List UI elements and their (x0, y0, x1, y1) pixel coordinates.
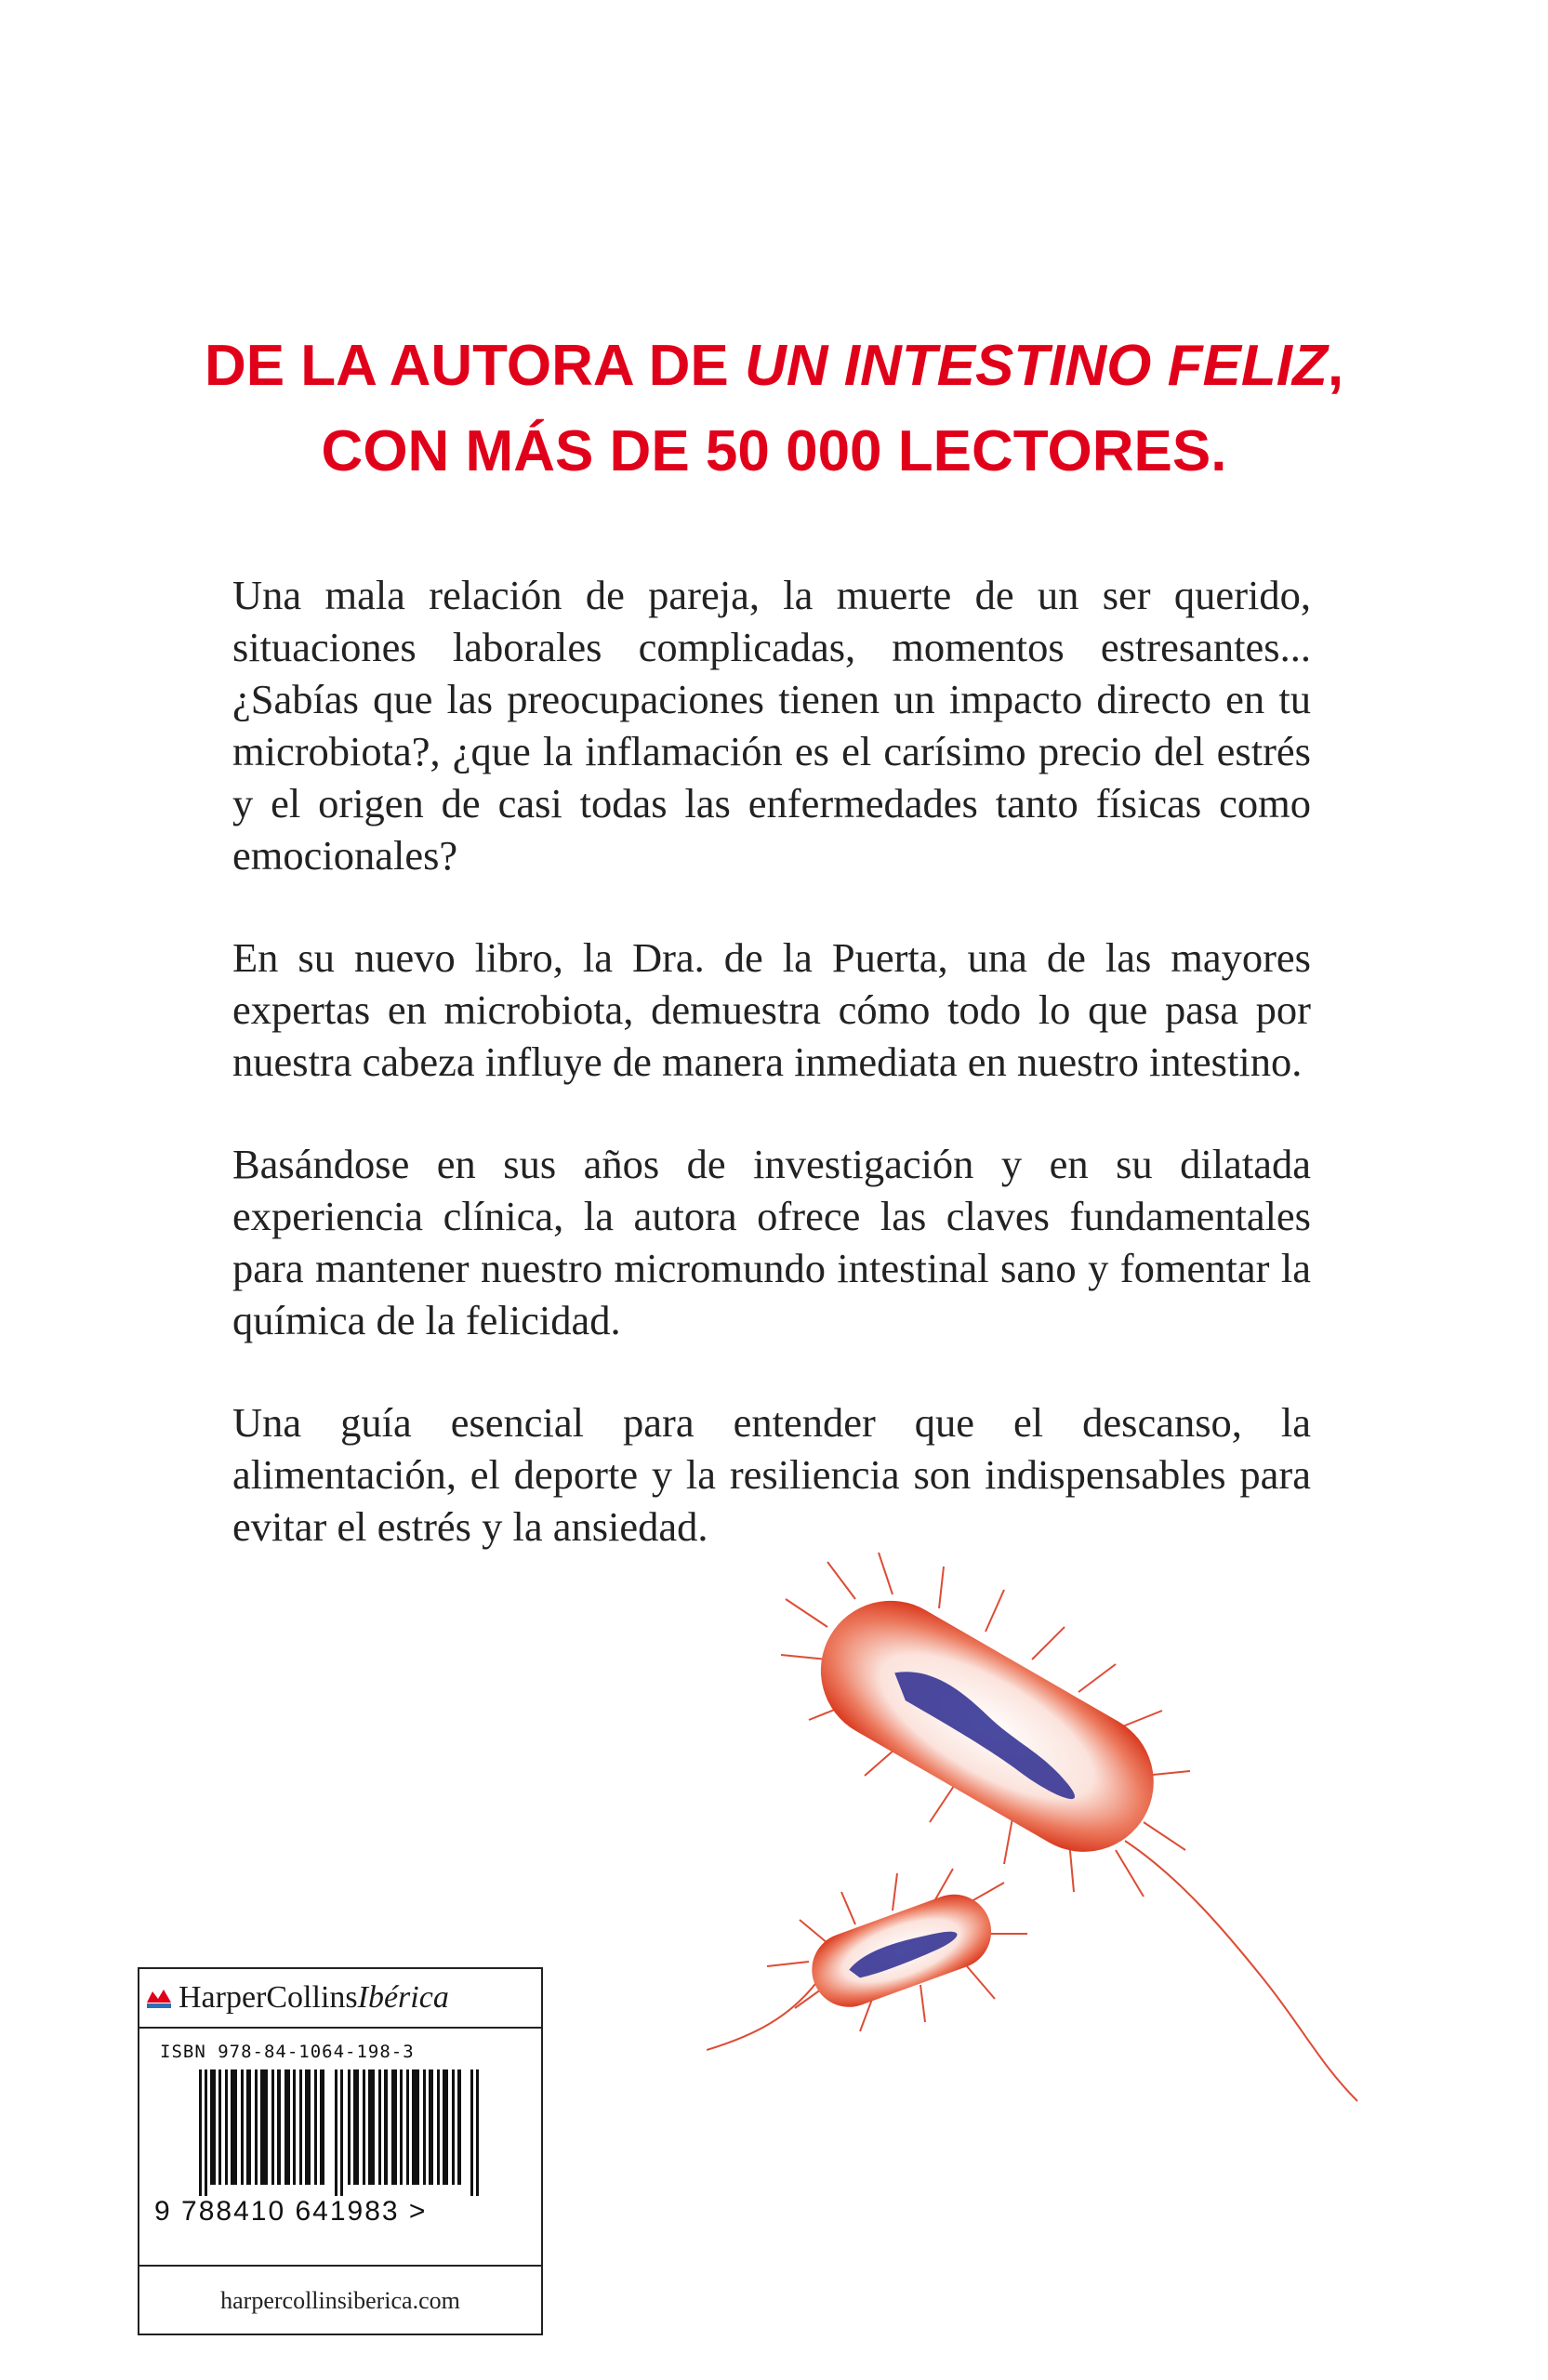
headline (0, 324, 1548, 495)
synopsis-paragraph: En su nuevo libro, la Dra. de la Puerta, una de las mayores expertas en microbiota, demuestra cómo todo lo que pasa por nuestra cabeza influye de manera inmediata en nuestro intestino. (232, 934, 1311, 1085)
barcode (199, 2069, 487, 2196)
synopsis-paragraph: Basándose en sus años de investigación y en su dilatada experiencia clínica, la autora ofrece las claves fundamentales para mantener nuestro micromundo intestinal sano y fomentar la química de la felicidad. (232, 1141, 1311, 1343)
isbn-text: ISBN 978-84-1064-198-3 (160, 2042, 415, 2062)
publisher-logo (139, 1969, 541, 2029)
publisher-url-row (139, 2265, 541, 2335)
synopsis-paragraph: Una guía esencial para entender que el descanso, la alimentación, el deporte y la resiliencia son indispensables para evitar el estrés y la ansiedad. (232, 1399, 1311, 1550)
barcode-digits: 9 788410 641983 > (154, 2196, 428, 2227)
headline-line-1 (0, 324, 1548, 409)
headline-line-2: CON MÁS DE 50 000 LECTORES. (321, 419, 1227, 483)
publisher-brand: HarperCollins (179, 1980, 358, 2015)
synopsis-paragraph: Una mala relación de pareja, la muerte de un ser querido, situaciones laborales complicadas, momentos estresantes... ¿Sabías que las preocupaciones tienen un impacto directo en tu microbiota?, ¿que la inflamación es el carísimo precio del estrés y el origen de casi todas las enfermedades tanto físicas como emocionales? (232, 572, 1311, 879)
publisher-region: Ibérica (357, 1980, 449, 2015)
bacteria-illustration (707, 1543, 1450, 2148)
publisher-box (138, 1967, 543, 2335)
headline-suffix: , (1327, 334, 1344, 398)
harpercollins-logo-icon (145, 1986, 173, 2010)
publisher-url[interactable]: harpercollinsiberica.com (220, 2287, 460, 2314)
synopsis (232, 569, 1311, 1603)
headline-prefix: DE LA AUTORA DE (204, 334, 745, 398)
headline-book-title: UN INTESTINO FELIZ (744, 334, 1328, 398)
publisher-name (179, 1980, 449, 2016)
